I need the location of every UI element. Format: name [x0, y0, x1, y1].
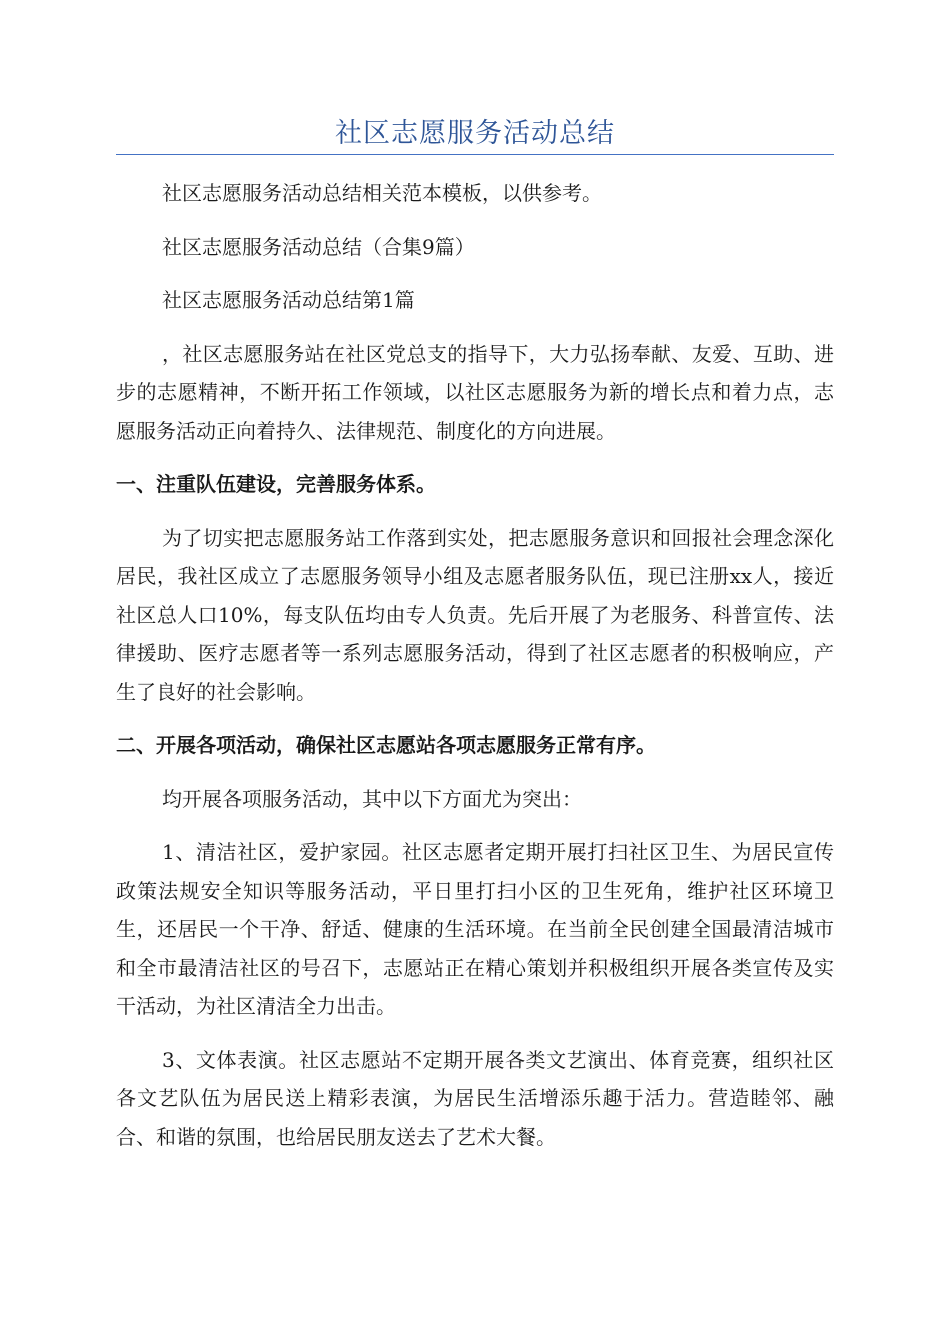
- collection-paragraph: 社区志愿服务活动总结（合集9篇）: [162, 234, 475, 259]
- title-underline: [116, 154, 834, 155]
- section-heading-2: 二、开展各项活动，确保社区志愿站各项志愿服务正常有序。: [116, 733, 656, 757]
- section-heading-1: 一、注重队伍建设，完善服务体系。: [116, 472, 436, 496]
- activities-paragraph: 均开展各项服务活动，其中以下方面尤为突出：: [162, 786, 582, 811]
- document-body: [116, 174, 834, 1171]
- lead-paragraph: ，社区志愿服务站在社区党总支的指导下，大力弘扬奉献、友爱、互助、进步的志愿精神，不断开拓工作领域，以社区志愿服务为新的增长点和着力点，志愿服务活动正向着持久、法律规范、制度化的方向进展。: [116, 341, 834, 443]
- part-title-paragraph: 社区志愿服务活动总结第1篇: [162, 288, 415, 312]
- intro-paragraph: 社区志愿服务活动总结相关范本模板，以供参考。: [162, 181, 602, 205]
- item-3-paragraph: 3、文体表演。社区志愿站不定期开展各类文艺演出、体育竞赛，组织社区各文艺队伍为居民送上精彩表演，为居民生活增添乐趣于活力。营造睦邻、融合、和谐的氛围，也给居民朋友送去了艺术大餐。: [116, 1047, 834, 1149]
- item-1-paragraph: 1、清洁社区，爱护家园。社区志愿者定期开展打扫社区卫生、为居民宣传政策法规安全知识等服务活动，平日里打扫小区的卫生死角，维护社区环境卫生，还居民一个干净、舒适、健康的生活环境。在当前全民创建全国最清洁城市和全市最清洁社区的号召下，志愿站正在精心策划并积极组织开展各类宣传及实干活动，为社区清洁全力出击。: [116, 840, 834, 1018]
- document-title: 社区志愿服务活动总结: [335, 118, 615, 149]
- team-paragraph: 为了切实把志愿服务站工作落到实处，把志愿服务意识和回报社会理念深化居民，我社区成立了志愿服务领导小组及志愿者服务队伍，现已注册xx人，接近社区总人口10%，每支队伍均由专人负责。先后开展了为老服务、科普宣传、法律援助、医疗志愿者等一系列志愿服务活动，得到了社区志愿者的积极响应，产生了良好的社会影响。: [116, 525, 834, 704]
